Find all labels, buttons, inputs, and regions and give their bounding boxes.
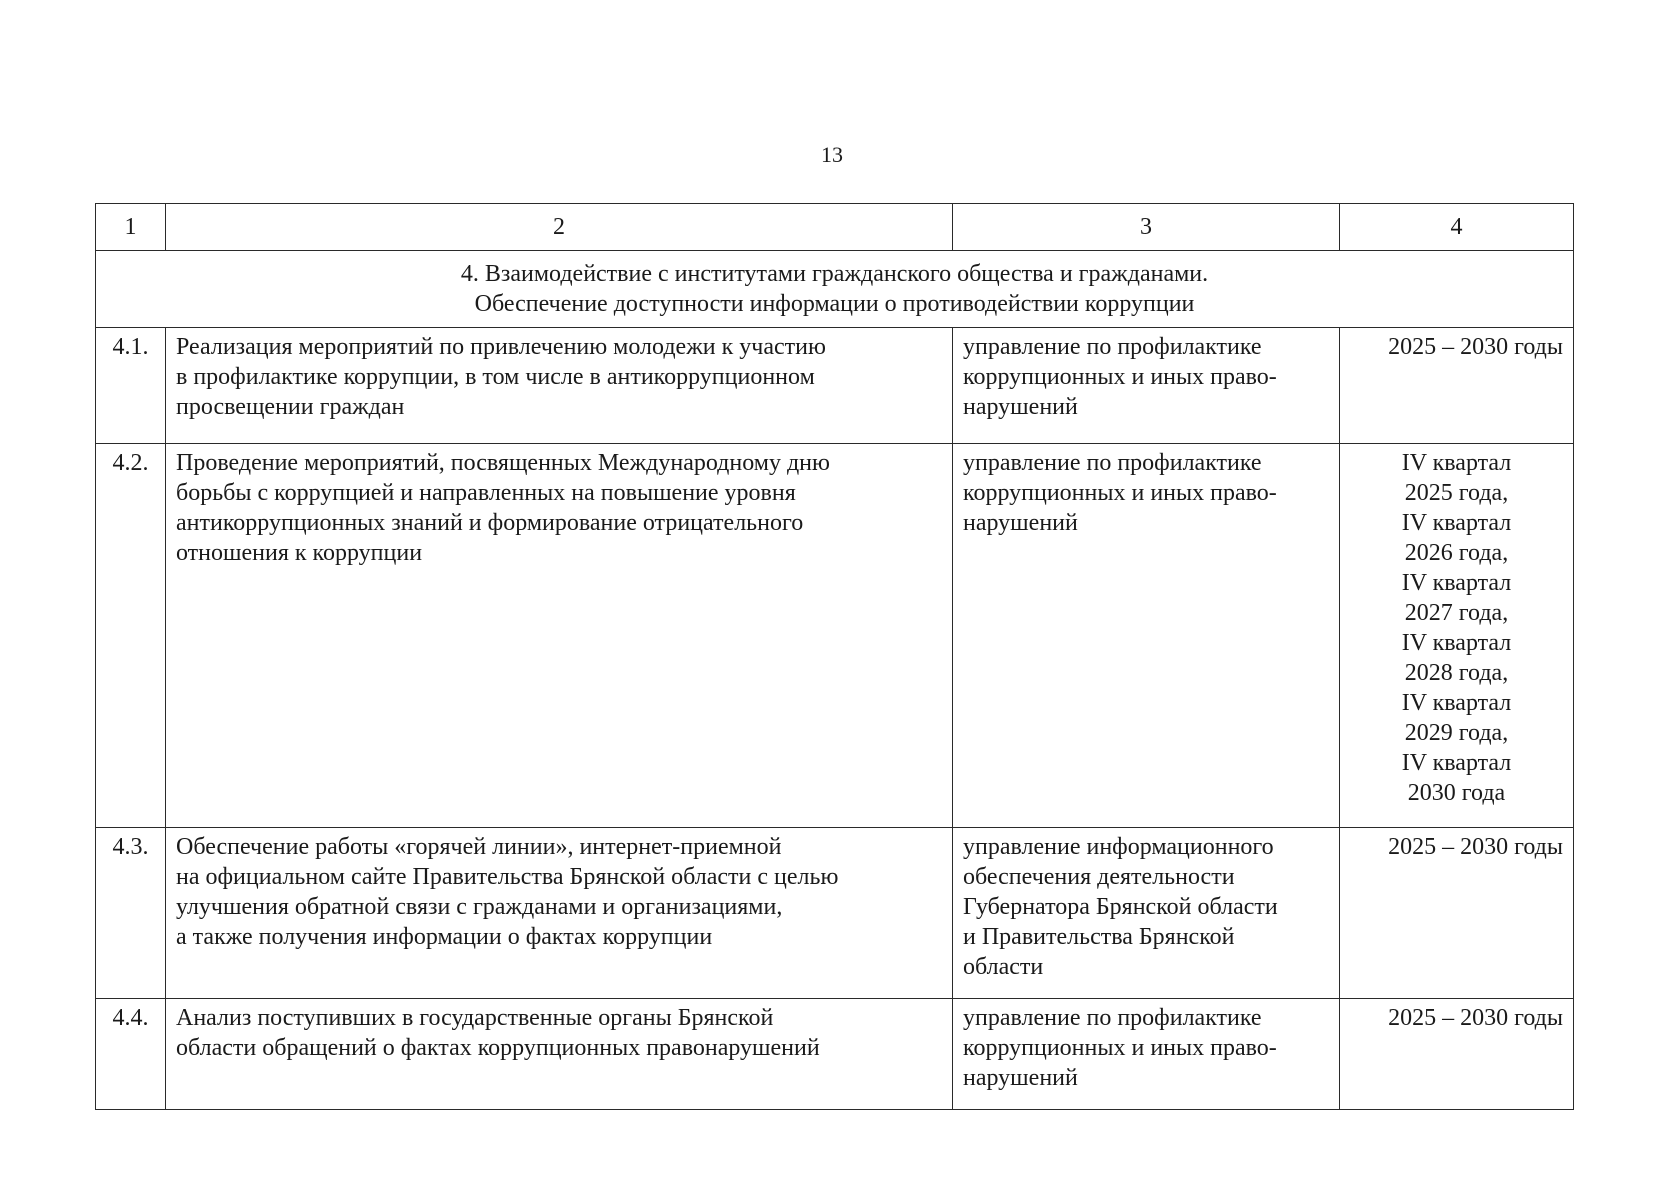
event-line: Реализация мероприятий по привлечению молодежи к участию (176, 334, 826, 360)
executor-line: области (963, 954, 1044, 980)
column-header-3: 3 (953, 204, 1340, 251)
term-line: 2028 года, (1404, 660, 1509, 686)
executor-line: управление по профилактике (963, 334, 1262, 360)
column-header-2: 2 (166, 204, 953, 251)
term-line: 2025 – 2030 годы (1388, 334, 1563, 360)
term-cell (1340, 828, 1574, 999)
event-line: антикоррупционных знаний и формирование отрицательного (176, 510, 804, 536)
page-number: 13 (821, 142, 843, 167)
term-line: IV квартал (1401, 570, 1512, 596)
term-cell (1340, 999, 1574, 1110)
term-line: 2027 года, (1404, 600, 1509, 626)
event-line: в профилактике коррупции, в том числе в антикоррупционном (176, 364, 815, 390)
row-number: 4.4. (96, 999, 166, 1110)
executor-line: управление по профилактике (963, 1005, 1262, 1031)
section-heading-row (96, 251, 1574, 328)
term-line: 2025 – 2030 годы (1388, 834, 1563, 860)
term-cell (1340, 444, 1574, 828)
executor-line: управление информационного (963, 834, 1274, 860)
term-line: IV квартал (1401, 510, 1512, 536)
executor-line: нарушений (963, 1065, 1078, 1091)
row-number: 4.3. (96, 828, 166, 999)
term-line: 2025 года, (1404, 480, 1509, 506)
event-line: улучшения обратной связи с гражданами и организациями, (176, 894, 783, 920)
row-number: 4.2. (96, 444, 166, 828)
event-line: а также получения информации о фактах коррупции (176, 924, 713, 950)
term-line: 2025 – 2030 годы (1388, 1005, 1563, 1031)
term-cell (1340, 328, 1574, 444)
measures-table (95, 203, 1574, 1110)
term-line: 2030 года (1407, 780, 1506, 806)
event-cell (166, 828, 953, 999)
executor-line: и Правительства Брянской (963, 924, 1235, 950)
section-heading-line: Обеспечение доступности информации о противодействии коррупции (474, 291, 1195, 317)
section-heading-line: 4. Взаимодействие с институтами гражданского общества и гражданами. (460, 261, 1209, 287)
column-number-row (96, 204, 1574, 251)
term-line: IV квартал (1401, 750, 1512, 776)
column-header-1: 1 (96, 204, 166, 251)
table-row (96, 328, 1574, 444)
executor-cell (953, 328, 1340, 444)
term-line: 2026 года, (1404, 540, 1509, 566)
executor-line: Губернатора Брянской области (963, 894, 1278, 920)
event-line: просвещении граждан (176, 394, 405, 420)
event-cell (166, 999, 953, 1110)
term-line: IV квартал (1401, 630, 1512, 656)
term-line: 2029 года, (1404, 720, 1509, 746)
executor-line: обеспечения деятельности (963, 864, 1235, 890)
term-line: IV квартал (1401, 450, 1512, 476)
event-line: борьбы с коррупцией и направленных на повышение уровня (176, 480, 796, 506)
event-cell (166, 328, 953, 444)
event-line: Анализ поступивших в государственные органы Брянской (176, 1005, 774, 1031)
event-line: на официальном сайте Правительства Брянской области с целью (176, 864, 839, 890)
executor-cell (953, 444, 1340, 828)
event-line: отношения к коррупции (176, 540, 423, 566)
executor-cell (953, 999, 1340, 1110)
executor-line: коррупционных и иных право- (963, 480, 1277, 506)
executor-line: управление по профилактике (963, 450, 1262, 476)
event-line: Проведение мероприятий, посвященных Международному дню (176, 450, 830, 476)
executor-line: коррупционных и иных право- (963, 1035, 1277, 1061)
executor-cell (953, 828, 1340, 999)
table-row (96, 999, 1574, 1110)
executor-line: коррупционных и иных право- (963, 364, 1277, 390)
table-row (96, 444, 1574, 828)
event-line: области обращений о фактах коррупционных правонарушений (176, 1035, 820, 1061)
column-header-4: 4 (1340, 204, 1574, 251)
section-heading (96, 251, 1574, 328)
row-number: 4.1. (96, 328, 166, 444)
event-line: Обеспечение работы «горячей линии», интернет-приемной (176, 834, 782, 860)
executor-line: нарушений (963, 510, 1078, 536)
term-line: IV квартал (1401, 690, 1512, 716)
executor-line: нарушений (963, 394, 1078, 420)
table-row (96, 828, 1574, 999)
event-cell (166, 444, 953, 828)
